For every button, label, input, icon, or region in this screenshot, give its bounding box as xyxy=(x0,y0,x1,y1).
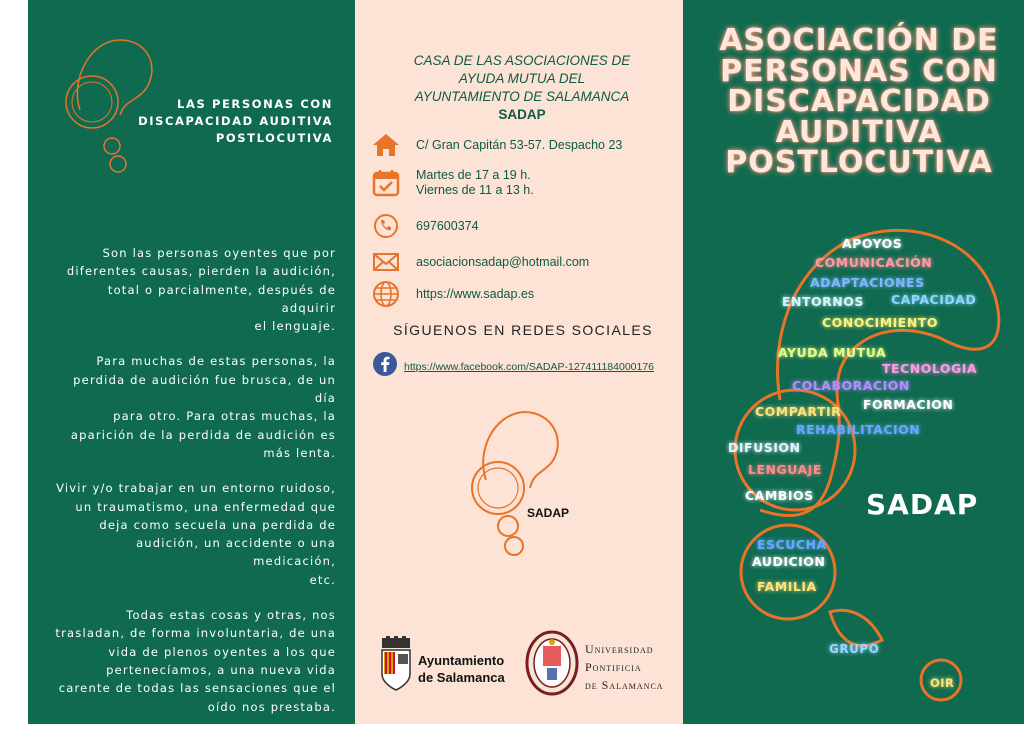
line: Son las personas oyentes que por xyxy=(102,246,336,260)
word-cambios: CAMBIOS xyxy=(745,488,814,503)
association-house-header xyxy=(378,52,666,124)
hours-row xyxy=(370,168,534,198)
university-line: Universidad xyxy=(585,642,654,656)
university-line: de Salamanca xyxy=(585,678,664,692)
header-line: AYUDA MUTUA DEL xyxy=(458,71,586,86)
city-council-logo-text xyxy=(418,652,505,686)
line: un traumatismo, una enfermedad que xyxy=(75,499,336,514)
line: audición, un accidente o una medicación, xyxy=(136,536,336,569)
facebook-link[interactable]: https://www.facebook.com/SADAP-127411184000176 xyxy=(404,360,655,373)
email-text[interactable]: asociacionsadap@hotmail.com xyxy=(416,254,590,269)
website-text[interactable]: https://www.sadap.es xyxy=(416,286,535,301)
title-line: PERSONAS CON xyxy=(720,53,998,89)
line: para otro. Para otras muchas, la xyxy=(113,409,336,424)
line: oído nos prestaba. xyxy=(207,699,336,714)
hours-line: Viernes de 11 a 13 h. xyxy=(416,183,534,197)
social-title: SÍGUENOS EN REDES SOCIALES xyxy=(393,322,653,338)
line: trasladan, de forma involuntaria, de una xyxy=(55,626,336,641)
word-ayuda-mutua: AYUDA MUTUA xyxy=(778,345,887,360)
title-line: POSTLOCUTIVA xyxy=(725,145,993,180)
line: etc. xyxy=(309,572,336,587)
word-familia: FAMILIA xyxy=(757,579,817,594)
word-comunicacion: COMUNICACIÓN xyxy=(815,255,933,270)
email-row xyxy=(370,248,589,276)
university-logo-text xyxy=(585,640,664,694)
line: Vivir y/o trabajar en un entorno ruidoso, xyxy=(56,481,336,496)
city-council-line: Ayuntamiento xyxy=(418,653,505,668)
left-title-line: POSTLOCUTIVA xyxy=(215,131,333,145)
website-row xyxy=(370,280,534,308)
word-audicion: AUDICION xyxy=(752,554,826,569)
word-compartir: COMPARTIR xyxy=(755,404,842,419)
paragraph xyxy=(54,479,336,589)
globe-icon xyxy=(370,280,402,308)
left-body-text xyxy=(54,244,336,733)
word-escucha: ESCUCHA xyxy=(757,537,827,552)
word-difusion: DIFUSION xyxy=(728,440,801,455)
line: total o parcialmente, después de adquirir xyxy=(107,282,336,315)
address-text: C/ Gran Capitán 53-57. Despacho 23 xyxy=(416,137,623,152)
line: Para muchas de estas personas, la xyxy=(96,354,336,369)
left-title xyxy=(100,96,333,147)
line: el lenguaje. xyxy=(254,319,336,334)
left-title-line: DISCAPACIDAD AUDITIVA xyxy=(138,114,333,128)
paragraph xyxy=(54,244,336,335)
word-lenguaje: LENGUAJE xyxy=(748,462,822,477)
line: pertenecíamos, a una nueva vida xyxy=(106,662,336,677)
city-council-line: de Salamanca xyxy=(418,670,505,685)
university-line: Pontificia xyxy=(585,660,642,674)
phone-icon xyxy=(370,212,402,240)
sadap-title: SADAP xyxy=(866,488,979,521)
word-grupo: GRUPO xyxy=(829,642,880,656)
word-adaptaciones: ADAPTACIONES xyxy=(810,275,925,290)
word-apoyos: APOYOS xyxy=(842,236,903,251)
word-oir: OIR xyxy=(930,676,955,690)
header-sadap: SADAP xyxy=(498,107,546,122)
line: deja como secuela una perdida de xyxy=(99,517,336,532)
hours-line: Martes de 17 a 19 h. xyxy=(416,168,531,182)
line: perdida de audición fue brusca, de un día xyxy=(73,372,336,406)
line: Todas estas cosas y otras, nos xyxy=(126,608,336,623)
university-seal-icon xyxy=(525,630,579,696)
title-line: AUDITIVA xyxy=(775,114,943,150)
header-line: CASA DE LAS ASOCIACIONES DE xyxy=(413,53,631,68)
line: diferentes causas, pierden la audición, xyxy=(66,264,336,279)
paragraph xyxy=(54,352,336,462)
envelope-icon xyxy=(370,248,402,276)
sadap-ear-logo xyxy=(458,402,578,562)
phone-row xyxy=(370,212,479,240)
facebook-icon xyxy=(372,351,398,382)
word-entornos: ENTORNOS xyxy=(782,294,864,309)
line: vida de plenos oyentes a los que xyxy=(108,644,336,659)
calendar-icon xyxy=(370,169,402,197)
word-capacidad: CAPACIDAD xyxy=(891,292,977,307)
word-rehabilitacion: REHABILITACION xyxy=(796,422,921,437)
word-formacion: FORMACION xyxy=(863,397,954,412)
hours-text xyxy=(416,168,534,198)
association-title xyxy=(700,23,1018,180)
phone-text: 697600374 xyxy=(416,218,479,233)
address-row xyxy=(370,131,622,159)
title-line: DISCAPACIDAD xyxy=(727,84,991,119)
home-icon xyxy=(370,131,402,159)
word-colaboracion: COLABORACION xyxy=(792,378,910,393)
line: aparición de la perdida de audición es xyxy=(70,427,336,442)
facebook-row xyxy=(372,351,654,382)
line: más lenta. xyxy=(263,445,336,460)
word-conocimiento: CONOCIMIENTO xyxy=(822,315,938,330)
line: carente de todas las sensaciones que el xyxy=(58,681,336,696)
sadap-logo-label: SADAP xyxy=(527,506,570,520)
left-title-line: LAS PERSONAS CON xyxy=(177,97,333,111)
word-tecnologia: TECNOLOGIA xyxy=(882,361,978,376)
header-line: AYUNTAMIENTO DE SALAMANCA xyxy=(414,89,630,104)
title-line: ASOCIACIÓN DE xyxy=(719,23,999,58)
paragraph xyxy=(54,606,336,716)
city-coat-of-arms-icon xyxy=(378,636,414,692)
